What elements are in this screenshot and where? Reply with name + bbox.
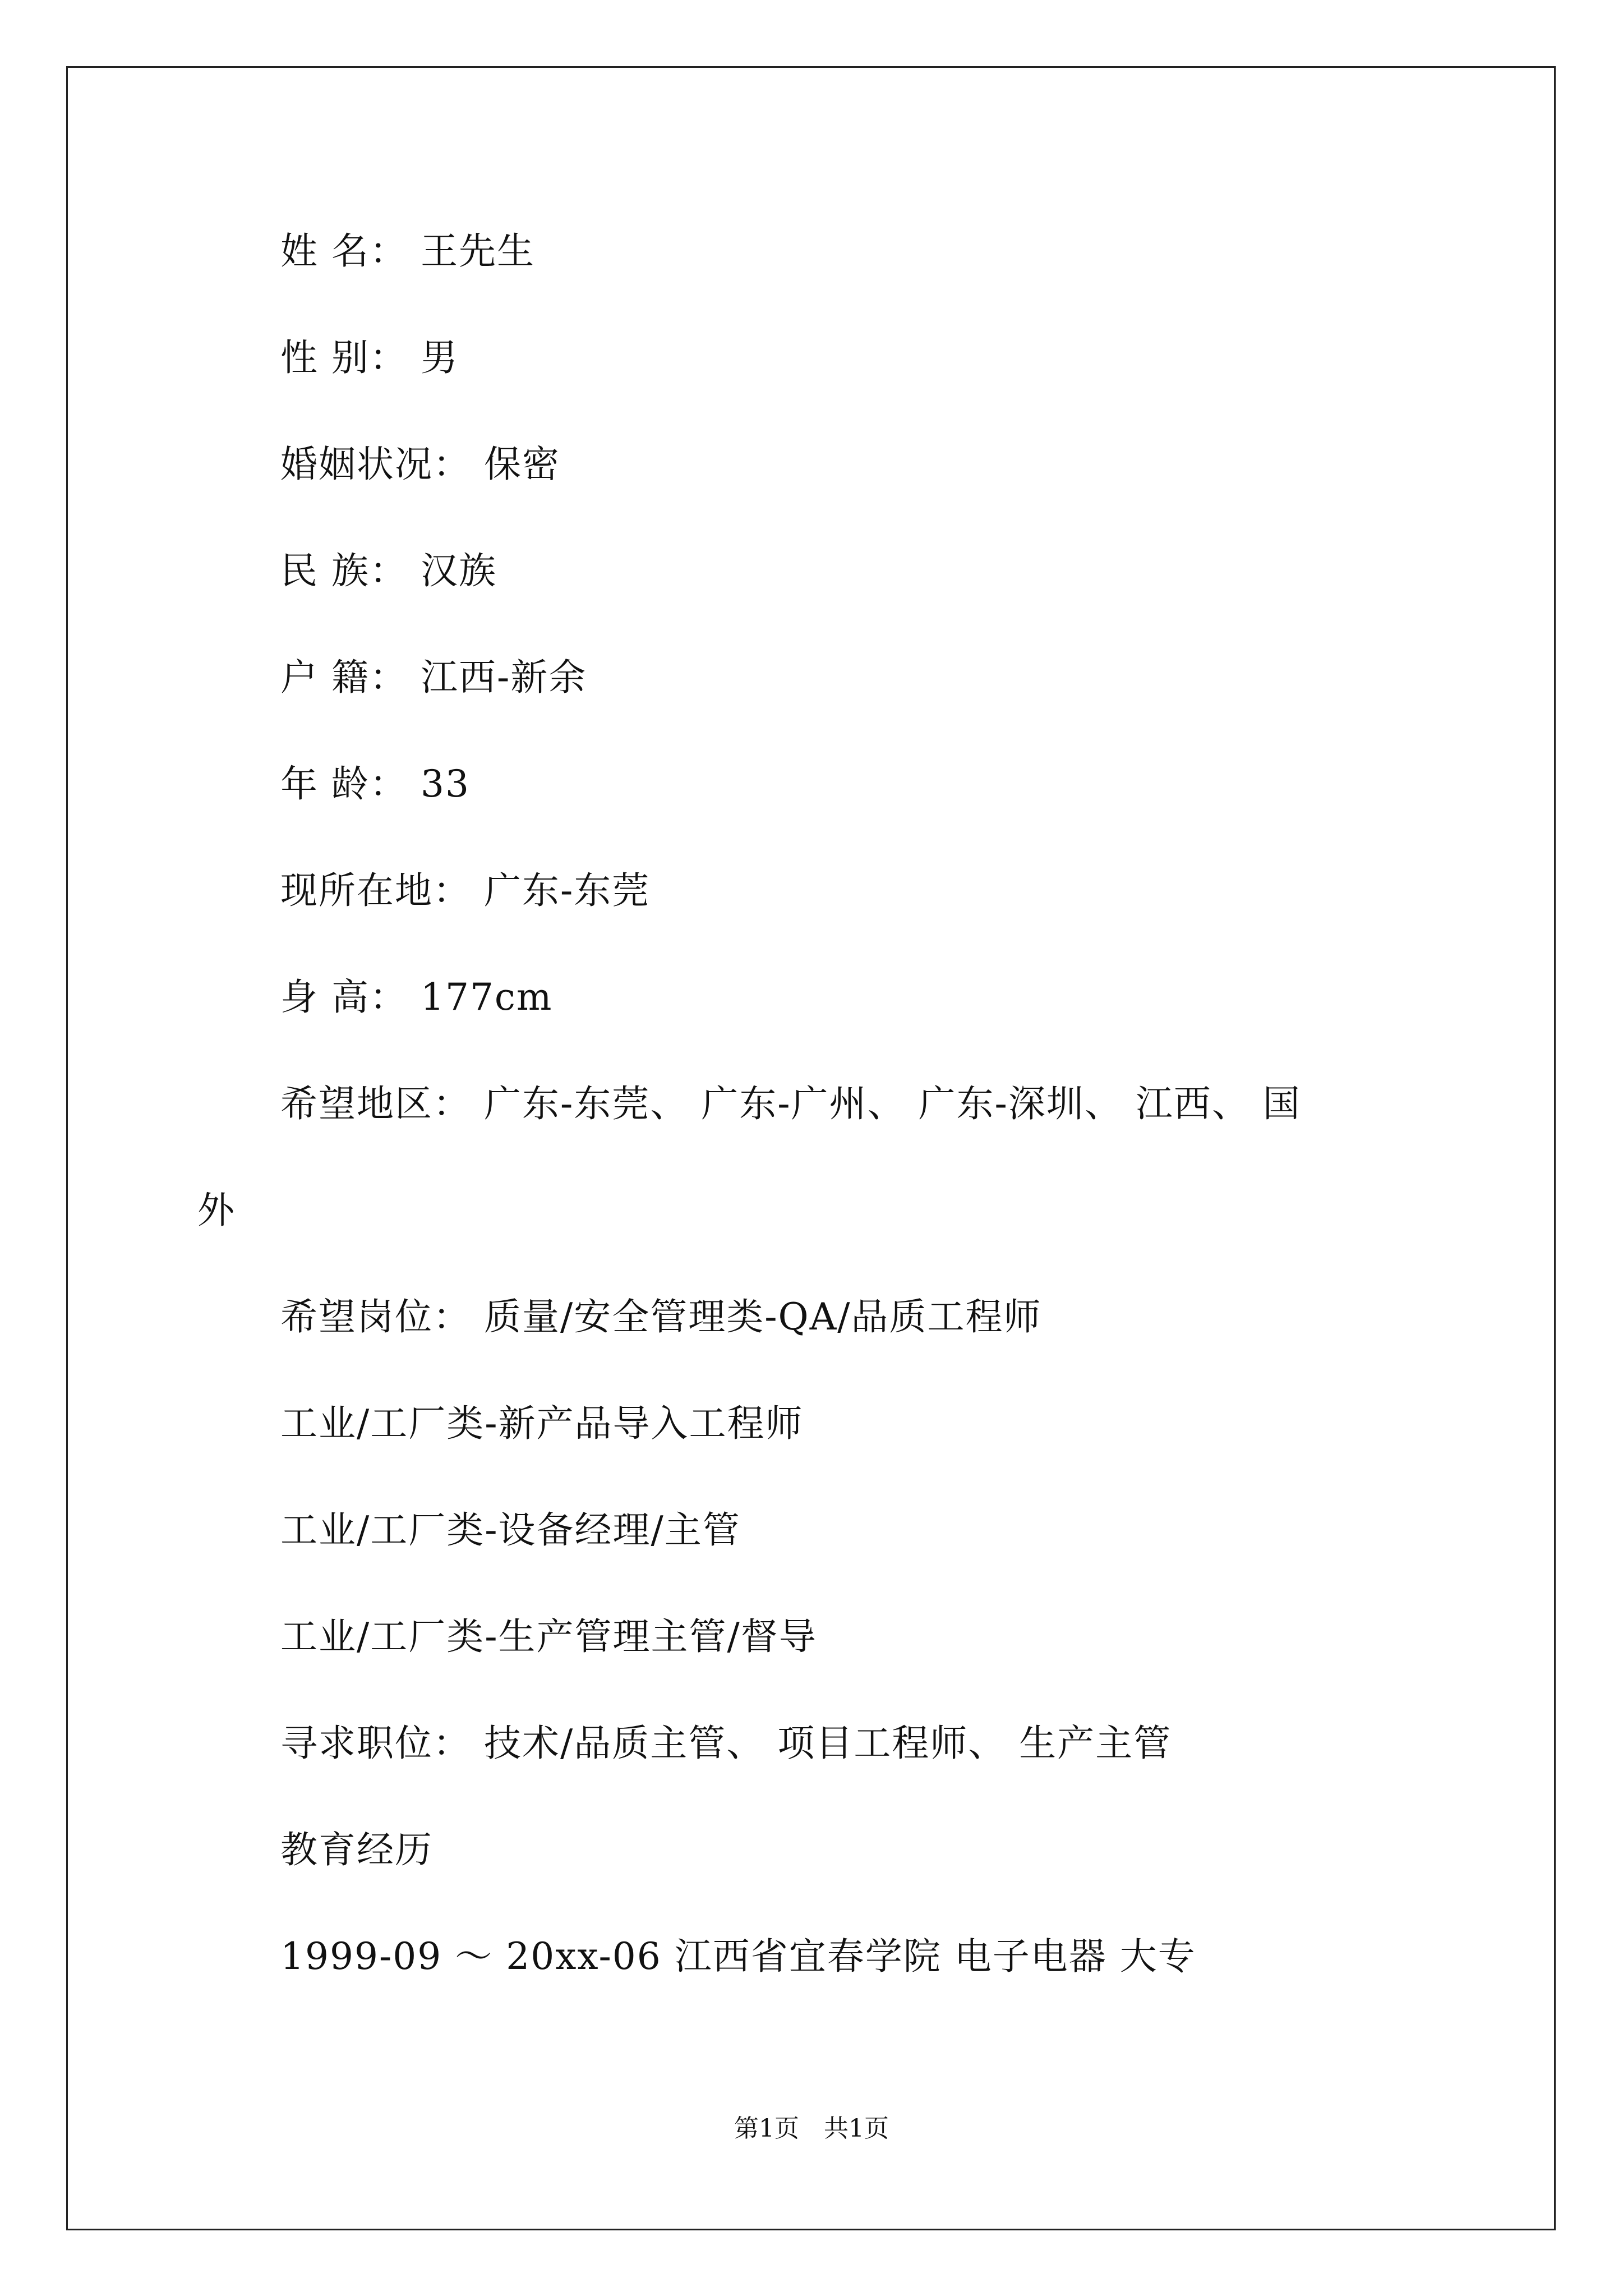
age-line: 年 龄： 33 (280, 762, 470, 806)
education-entry: 1999-09 ～ 20xx-06 江西省宜春学院 电子电器 大专 (280, 1935, 1196, 1978)
page-number-footer: 第1页 共1页 (734, 2114, 889, 2143)
desired-position-item: 工业/工厂类-新产品导入工程师 (280, 1402, 804, 1445)
desired-position-item: 工业/工厂类-设备经理/主管 (280, 1508, 741, 1552)
desired-region-line: 希望地区： 广东-东莞、 广东-广州、 广东-深圳、 江西、 国 (280, 1082, 1301, 1125)
desired-position-item: 工业/工厂类-生产管理主管/督导 (280, 1615, 817, 1658)
ethnicity-line: 民 族： 汉族 (280, 549, 497, 592)
gender-line: 性 别： 男 (280, 336, 459, 379)
education-heading: 教育经历 (280, 1828, 433, 1871)
job-sought-line: 寻求职位： 技术/品质主管、 项目工程师、 生产主管 (280, 1722, 1172, 1765)
current-location-line: 现所在地： 广东-东莞 (280, 869, 651, 912)
height-line: 身 高： 177cm (280, 976, 553, 1019)
marital-status-line: 婚姻状况： 保密 (280, 443, 560, 486)
hometown-line: 户 籍： 江西-新余 (280, 656, 587, 699)
desired-position-line: 希望岗位： 质量/安全管理类-QA/品质工程师 (280, 1295, 1042, 1338)
name-line: 姓 名： 王先生 (280, 229, 535, 273)
page-border (66, 66, 1556, 2230)
desired-region-line-continued: 外 (197, 1189, 236, 1232)
